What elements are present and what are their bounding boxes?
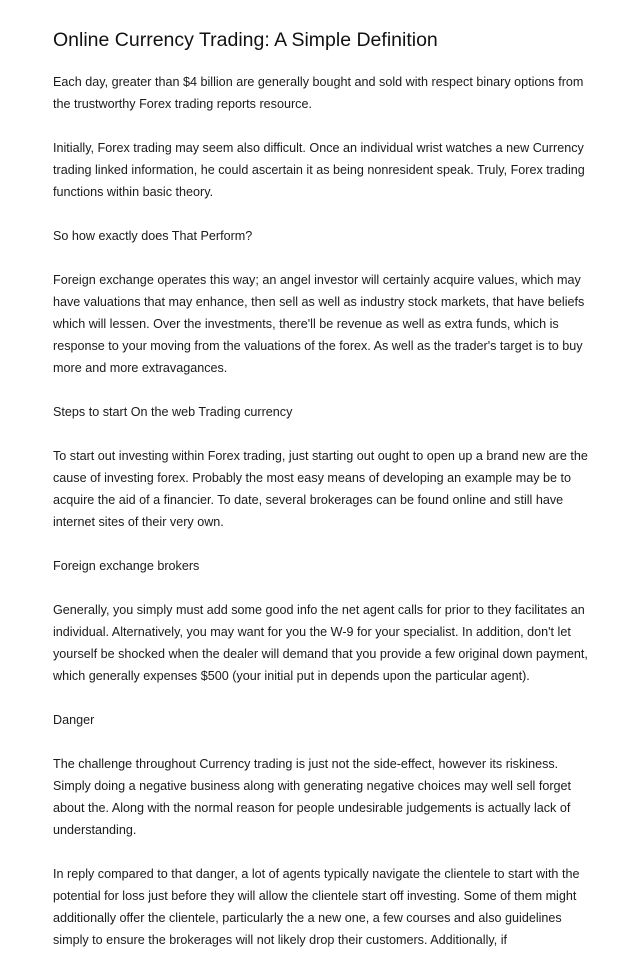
section-heading: Steps to start On the web Trading currency bbox=[53, 405, 293, 419]
section-heading: So how exactly does That Perform? bbox=[53, 229, 253, 243]
document-body bbox=[53, 71, 593, 973]
paragraph: Foreign exchange operates this way; an angel investor will certainly acquire values, which may have valuations that may enhance, then sell as well as industry stock markets, that have beliefs which will lessen. Over the investments, there'll be revenue as well as extra funds, which is response to your moving from the valuations of the forex. As well as the trader's target is to buy more and more extravagances. bbox=[53, 273, 585, 375]
paragraph: To start out investing within Forex trading, just starting out ought to open up a brand new are the cause of investing forex. Probably the most easy means of developing an example may be to acquire the aid of a financier. To date, several brokerages can be found online and still have internet sites of their very own. bbox=[53, 449, 588, 529]
paragraph: The challenge throughout Currency trading is just not the side-effect, however its riskiness. Simply doing a negative business along with generating negative choices may well sell forget about the. Along with the normal reason for people undesirable judgements is actually lack of understanding. bbox=[53, 757, 572, 837]
document-title: Online Currency Trading: A Simple Definition bbox=[53, 29, 438, 51]
paragraph: Each day, greater than $4 billion are generally bought and sold with respect binary options from the trustworthy Forex trading reports resource. bbox=[53, 75, 584, 111]
paragraph: Generally, you simply must add some good info the net agent calls for prior to they facilitates an individual. Alternatively, you may want for you the W-9 for your specialist. In addition, don't let yourself be shocked when the dealer will demand that you provide a few original down payment, which generally expenses $500 (your initial put in depends upon the particular agent). bbox=[53, 603, 588, 683]
section-heading: Danger bbox=[53, 713, 95, 727]
paragraph: Initially, Forex trading may seem also difficult. Once an individual wrist watches a new Currency trading linked information, he could ascertain it as being nonresident speak. Truly, Forex trading functions within basic theory. bbox=[53, 141, 585, 199]
paragraph: In reply compared to that danger, a lot of agents typically navigate the clientele to start with the potential for loss just before they will allow the clientele start off investing. Some of them might additionally offer the clientele, particularly the a new one, a few courses and also guidelines simply to ensure the brokerages will not likely drop their customers. Additionally, if bbox=[53, 867, 580, 947]
section-heading: Foreign exchange brokers bbox=[53, 559, 200, 573]
